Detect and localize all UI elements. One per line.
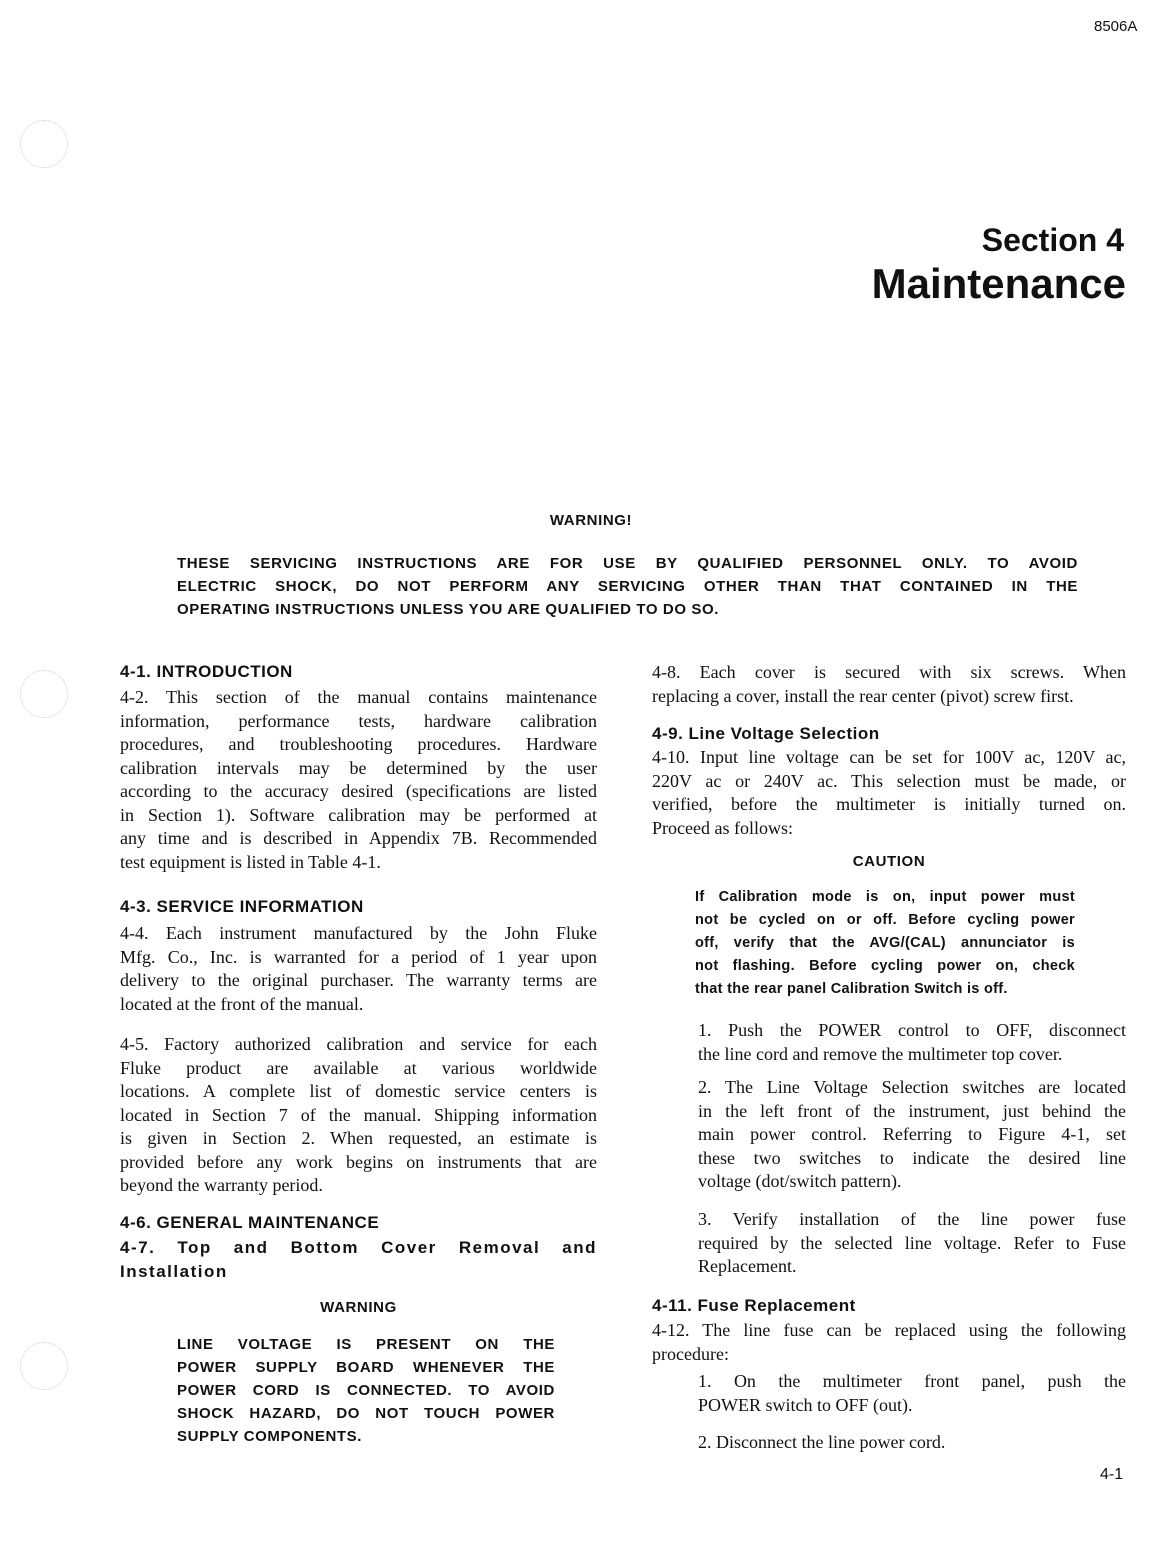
paragraph-4-12: [652, 1319, 1126, 1366]
warning-title: WARNING: [320, 1299, 397, 1316]
top-warning-title: WARNING!: [549, 512, 633, 529]
step-2: [698, 1076, 1126, 1194]
text-line: the line cord and remove the multimeter top cover.: [698, 1043, 1063, 1064]
text-line: not flashing. Before cycling power on, check: [695, 958, 1075, 974]
heading-general-maintenance: 4-6. GENERAL MAINTENANCE: [120, 1213, 380, 1232]
step-3: [698, 1208, 1126, 1279]
text-line: delivery to the original purchaser. The warranty terms are: [120, 970, 597, 990]
section-title: Maintenance: [871, 260, 1126, 307]
text-line: locations. A complete list of domestic service centers is: [120, 1081, 597, 1101]
step-1: [698, 1019, 1126, 1066]
text-line: SHOCK HAZARD, DO NOT TOUCH POWER: [177, 1405, 555, 1422]
text-line: POWER CORD IS CONNECTED. TO AVOID: [177, 1382, 555, 1399]
paragraph-4-10: [652, 746, 1126, 840]
text-line: 4-4. Each instrument manufactured by the John Fluke: [120, 923, 597, 943]
text-line: 4-8. Each cover is secured with six screws. When: [652, 662, 1126, 682]
text-line: provided before any work begins on instruments that are: [120, 1151, 597, 1172]
text-line: located in Section 7 of the manual. Shipping information: [120, 1104, 597, 1125]
text-line: 4-10. Input line voltage can be set for 100V ac, 120V ac,: [652, 747, 1126, 767]
page-number: 4-1: [1100, 1466, 1124, 1483]
text-line: main power control. Referring to Figure 4-1, set: [698, 1124, 1126, 1144]
heading-service-information: 4-3. SERVICE INFORMATION: [120, 897, 364, 916]
warning-text: [177, 1333, 555, 1448]
paragraph-4-8: [652, 661, 1126, 708]
text-line: voltage (dot/switch pattern).: [698, 1171, 902, 1191]
text-line: 2. The Line Voltage Selection switches are located: [698, 1077, 1126, 1097]
text-line: that the rear panel Calibration Switch is off.: [695, 981, 1008, 997]
text-line: SUPPLY COMPONENTS.: [177, 1428, 363, 1445]
section-label: Section 4: [981, 222, 1124, 258]
text-line: 220V ac or 240V ac. This selection must be made, or: [652, 770, 1126, 791]
text-line: 3. Verify installation of the line power fuse: [698, 1209, 1126, 1229]
caution-text: [695, 886, 1075, 1001]
text-line: POWER switch to OFF (out).: [698, 1394, 913, 1415]
text-line: off, verify that the AVG/(CAL) annunciator is: [695, 935, 1075, 951]
text-line: LINE VOLTAGE IS PRESENT ON THE: [177, 1336, 555, 1353]
fuse-step-1: [698, 1370, 1126, 1417]
text-line: 4-2. This section of the manual contains maintenance: [120, 687, 597, 707]
caution-title: CAUTION: [852, 853, 926, 870]
heading-cover-removal: [120, 1236, 597, 1283]
top-warning-text: [177, 552, 1078, 621]
text-line: 2. Disconnect the line power cord.: [698, 1432, 946, 1452]
text-line: replacing a cover, install the rear center (pivot) screw first.: [652, 685, 1074, 706]
text-line: 4-5. Factory authorized calibration and service for each: [120, 1034, 597, 1054]
text-line: these two switches to indicate the desired line: [698, 1147, 1126, 1168]
text-line: ELECTRIC SHOCK, DO NOT PERFORM ANY SERVICING OTHER THAN THAT CONTAINED IN THE: [177, 578, 1078, 595]
text-line: 4-7. Top and Bottom Cover Removal and: [120, 1238, 597, 1257]
text-line: Fluke product are available at various worldwide: [120, 1057, 597, 1078]
paragraph-4-2: [120, 686, 597, 874]
document-number: 8506A: [1094, 18, 1138, 35]
punch-hole: [20, 1342, 68, 1390]
text-line: POWER SUPPLY BOARD WHENEVER THE: [177, 1359, 555, 1376]
text-line: 1. On the multimeter front panel, push the: [698, 1371, 1126, 1391]
text-line: in the left front of the instrument, just behind the: [698, 1100, 1126, 1121]
text-line: Proceed as follows:: [652, 817, 793, 838]
punch-hole: [20, 670, 68, 718]
text-line: If Calibration mode is on, input power must: [695, 889, 1075, 905]
heading-line-voltage-selection: 4-9. Line Voltage Selection: [652, 724, 880, 743]
heading-introduction: 4-1. INTRODUCTION: [120, 662, 293, 681]
text-line: Installation: [120, 1261, 228, 1281]
text-line: information, performance tests, hardware calibration: [120, 710, 597, 731]
text-line: any time and is described in Appendix 7B. Recommended: [120, 828, 597, 848]
text-line: is given in Section 2. When requested, an estimate is: [120, 1128, 597, 1148]
text-line: test equipment is listed in Table 4-1.: [120, 851, 381, 872]
text-line: Mfg. Co., Inc. is warranted for a period of 1 year upon: [120, 946, 597, 967]
text-line: procedures, and troubleshooting procedures. Hardware: [120, 734, 597, 754]
text-line: located at the front of the manual.: [120, 993, 364, 1014]
text-line: in Section 1). Software calibration may be performed at: [120, 804, 597, 825]
heading-fuse-replacement: 4-11. Fuse Replacement: [652, 1296, 856, 1315]
paragraph-4-5: [120, 1033, 597, 1198]
fuse-step-2: [698, 1431, 1126, 1455]
text-line: OPERATING INSTRUCTIONS UNLESS YOU ARE QUALIFIED TO DO SO.: [177, 601, 720, 618]
text-line: not be cycled on or off. Before cycling power: [695, 912, 1075, 928]
text-line: THESE SERVICING INSTRUCTIONS ARE FOR USE BY QUALIFIED PERSONNEL ONLY. TO AVOID: [177, 555, 1078, 572]
text-line: 1. Push the POWER control to OFF, disconnect: [698, 1020, 1126, 1040]
text-line: beyond the warranty period.: [120, 1175, 323, 1195]
text-line: procedure:: [652, 1343, 729, 1364]
text-line: required by the selected line voltage. Refer to Fuse: [698, 1232, 1126, 1253]
punch-hole: [20, 120, 68, 168]
text-line: calibration intervals may be determined by the user: [120, 757, 597, 778]
text-line: according to the accuracy desired (specifications are listed: [120, 781, 597, 801]
text-line: 4-12. The line fuse can be replaced using the following: [652, 1320, 1126, 1340]
text-line: Replacement.: [698, 1256, 797, 1276]
paragraph-4-4: [120, 922, 597, 1016]
text-line: verified, before the multimeter is initially turned on.: [652, 794, 1126, 814]
